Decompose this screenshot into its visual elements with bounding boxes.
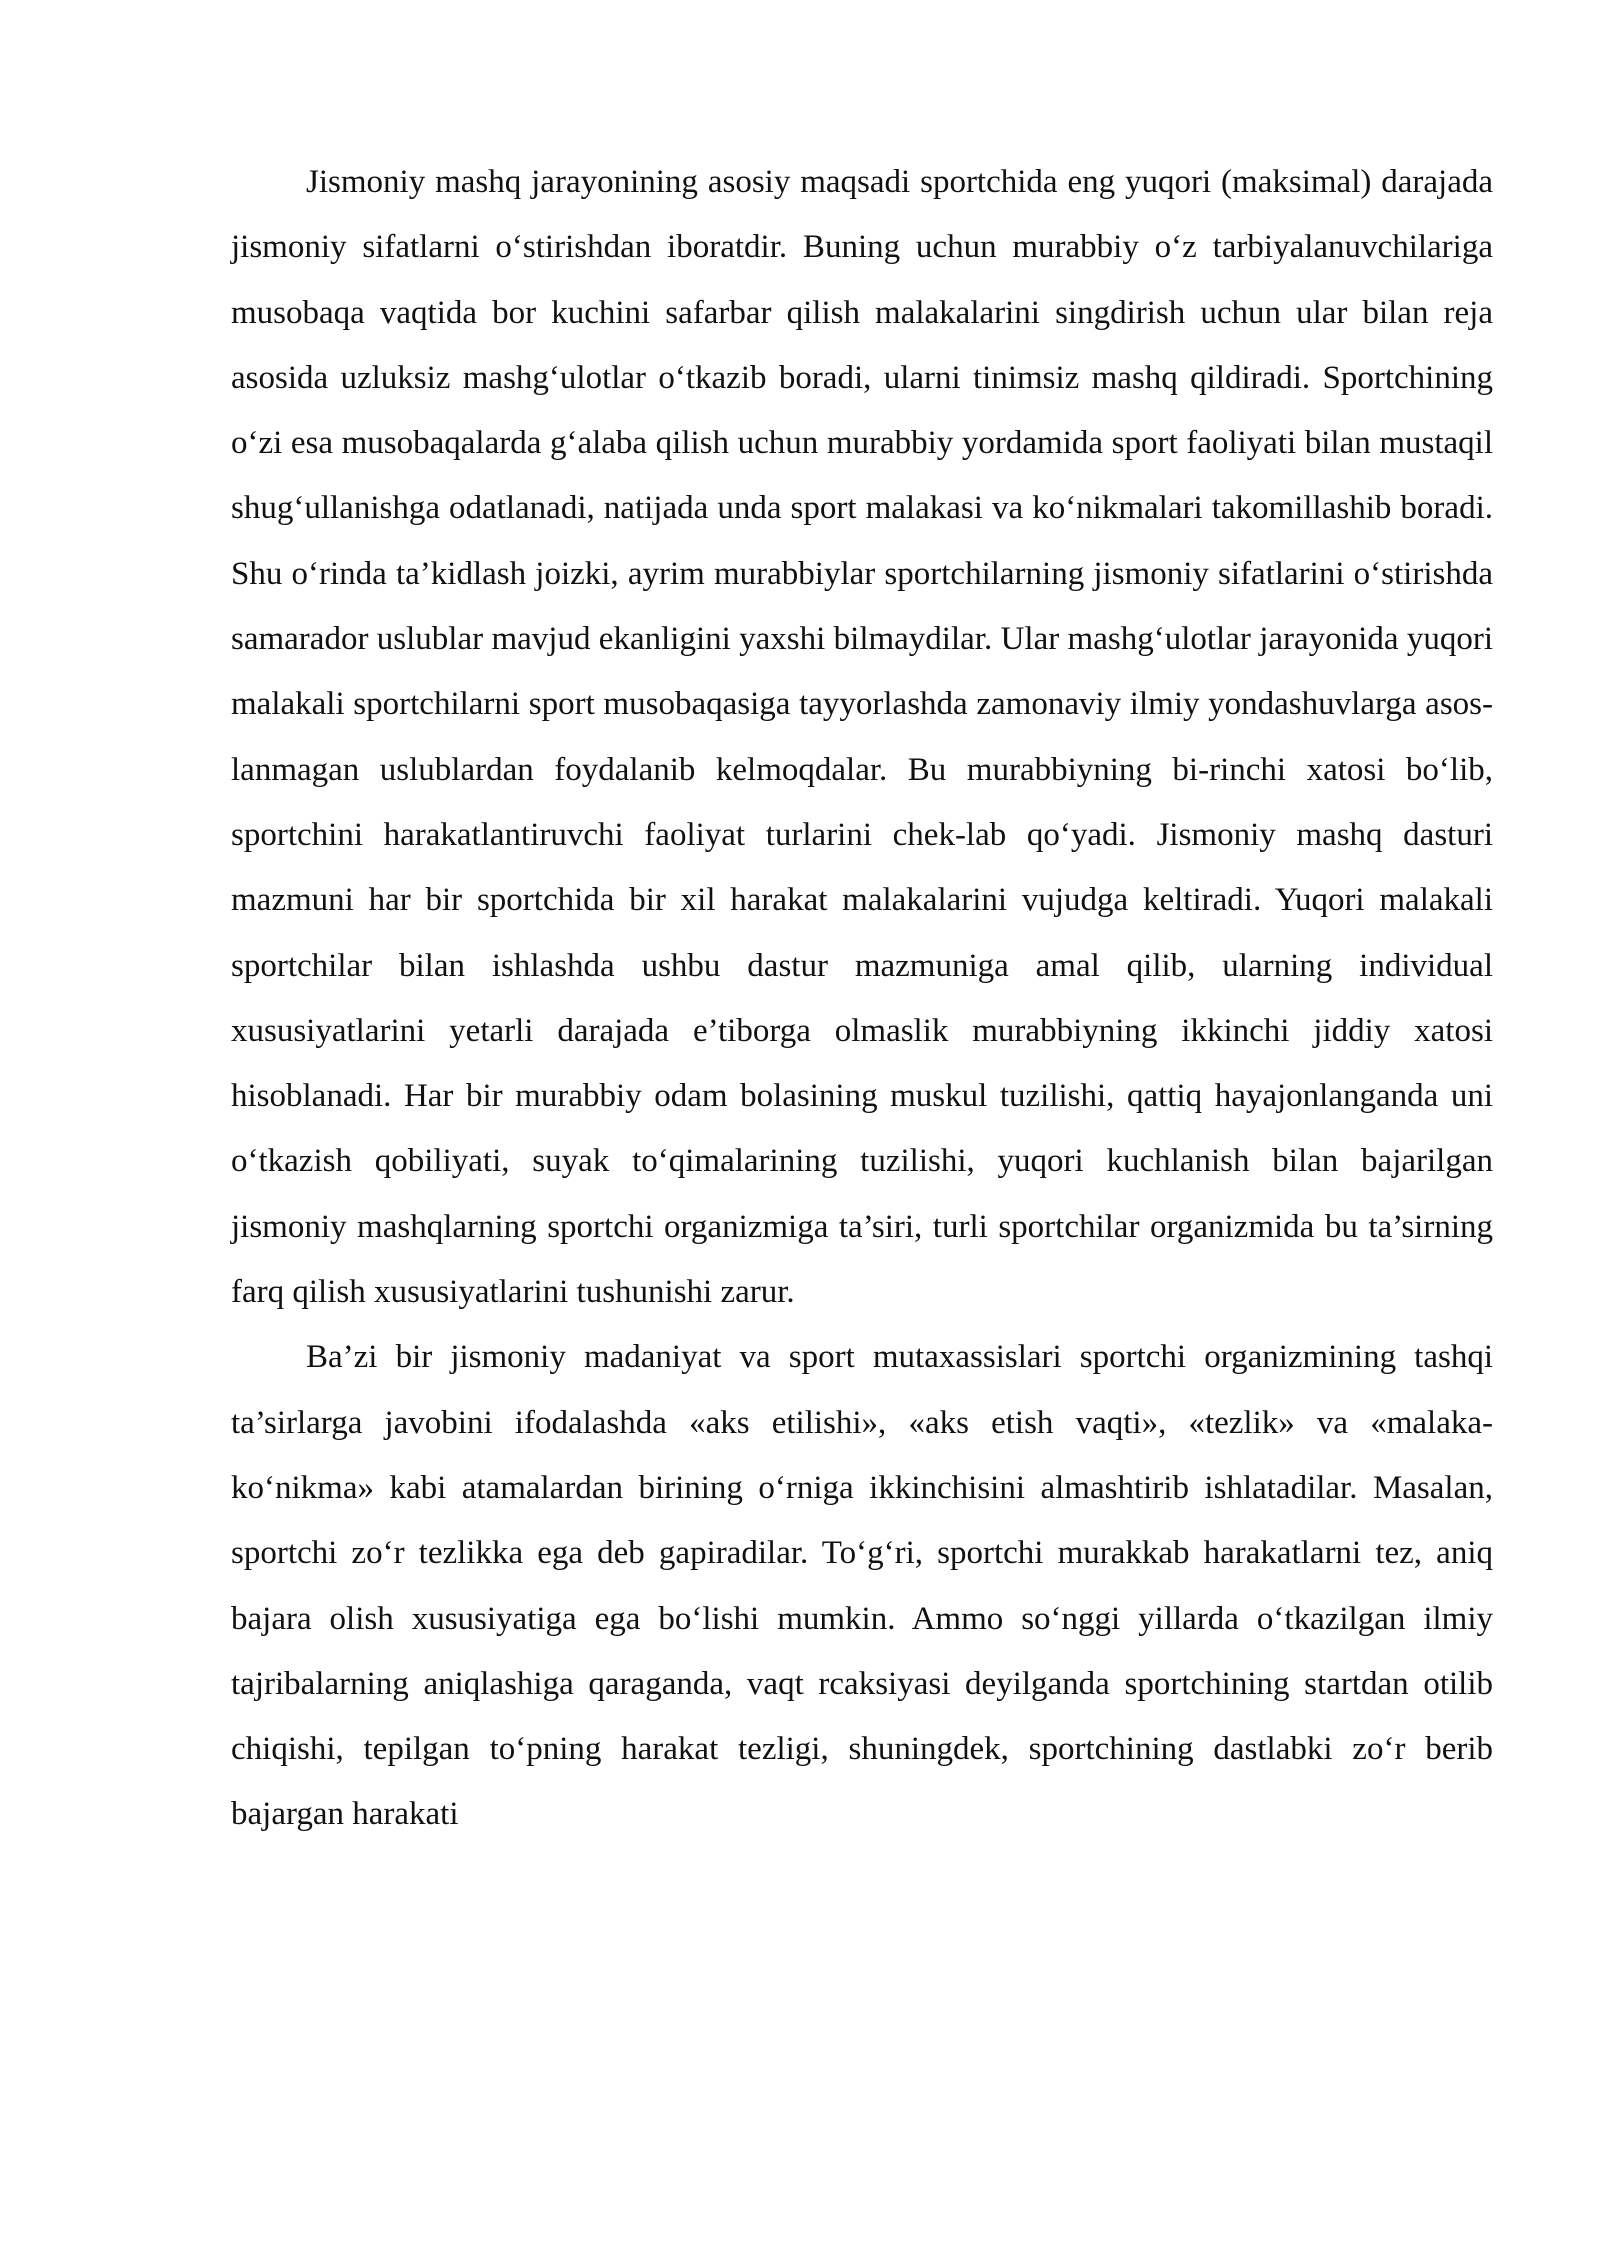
paragraph-1: Jismoniy mashq jarayonining asosiy maqsadi sportchida eng yuqori (maksimal) darajada jismoniy sifatlarni o‘stirishdan iboratdir. Buning uchun murabbiy o‘z tarbiyalanuvchilariga musobaqa vaqtida bor kuchini safarbar qilish malakalarini singdirish uchun ular bilan reja asosida uzluksiz mashg‘ulotlar o‘tkazib boradi, ularni tinimsiz mashq qildiradi. Sportchining o‘zi esa musobaqalarda g‘alaba qilish uchun murabbiy yordamida sport faoliyati bilan mustaqil shug‘ullanishga odatlanadi, natijada unda sport malakasi va ko‘nikmalari takomillashib boradi. Shu o‘rinda ta’kidlash joizki, ayrim murabbiylar sportchilarning jismoniy sifatlarini o‘stirishda samarador uslublar mavjud ekanligini yaxshi bilmaydilar. Ular mashg‘ulotlar jarayonida yuqori malakali sportchilarni sport musobaqasiga tayyorlashda zamonaviy ilmiy yondashuvlarga asos-lanmagan uslublardan foydalanib kelmoqdalar. Bu murabbiyning bi-rinchi xatosi bo‘lib, sportchini harakatlantiruvchi faoliyat turlarini chek-lab qo‘yadi. Jismoniy mashq dasturi mazmuni har bir sportchida bir xil harakat malakalarini vujudga keltiradi. Yuqori malakali sportchilar bilan ishlashda ushbu dastur mazmuniga amal qilib, ularning individual xususiyatlarini yetarli darajada e’tiborga olmaslik murabbiyning ikkinchi jiddiy xatosi hisoblanadi. Har bir murabbiy odam bolasining muskul tuzilishi, qattiq hayajonlanganda uni o‘tkazish qobiliyati, suyak to‘qimalarining tuzilishi, yuqori kuchlanish bilan bajarilgan jismoniy mashqlarning sportchi organizmiga ta’siri, turli sportchilar organizmida bu ta’sirning farq qilish xususiyatlarini tushunishi zarur. bbox=[231, 164, 1493, 1311]
paragraph-2: Ba’zi bir jismoniy madaniyat va sport mutaxassislari sportchi organizmining tashqi ta’sirlarga javobini ifodalashda «aks etilishi», «aks etish vaqti», «tezlik» va «malaka-ko‘nikma» kabi atamalardan birining o‘rniga ikkinchisini almashtirib ishlatadilar. Masalan, sportchi zo‘r tezlikka ega deb gapiradilar. To‘g‘ri, sportchi murakkab harakatlarni tez, aniq bajara olish xususiyatiga ega bo‘lishi mumkin. Ammo so‘nggi yillarda o‘tkazilgan ilmiy tajribalarning aniqlashiga qaraganda, vaqt rcaksiyasi deyilganda sportchining startdan otilib chiqishi, tepilgan to‘pning harakat tezligi, shuningdek, sportchining dastlabki zo‘r berib bajargan harakati bbox=[231, 1339, 1493, 1833]
body-text bbox=[231, 150, 1493, 1848]
